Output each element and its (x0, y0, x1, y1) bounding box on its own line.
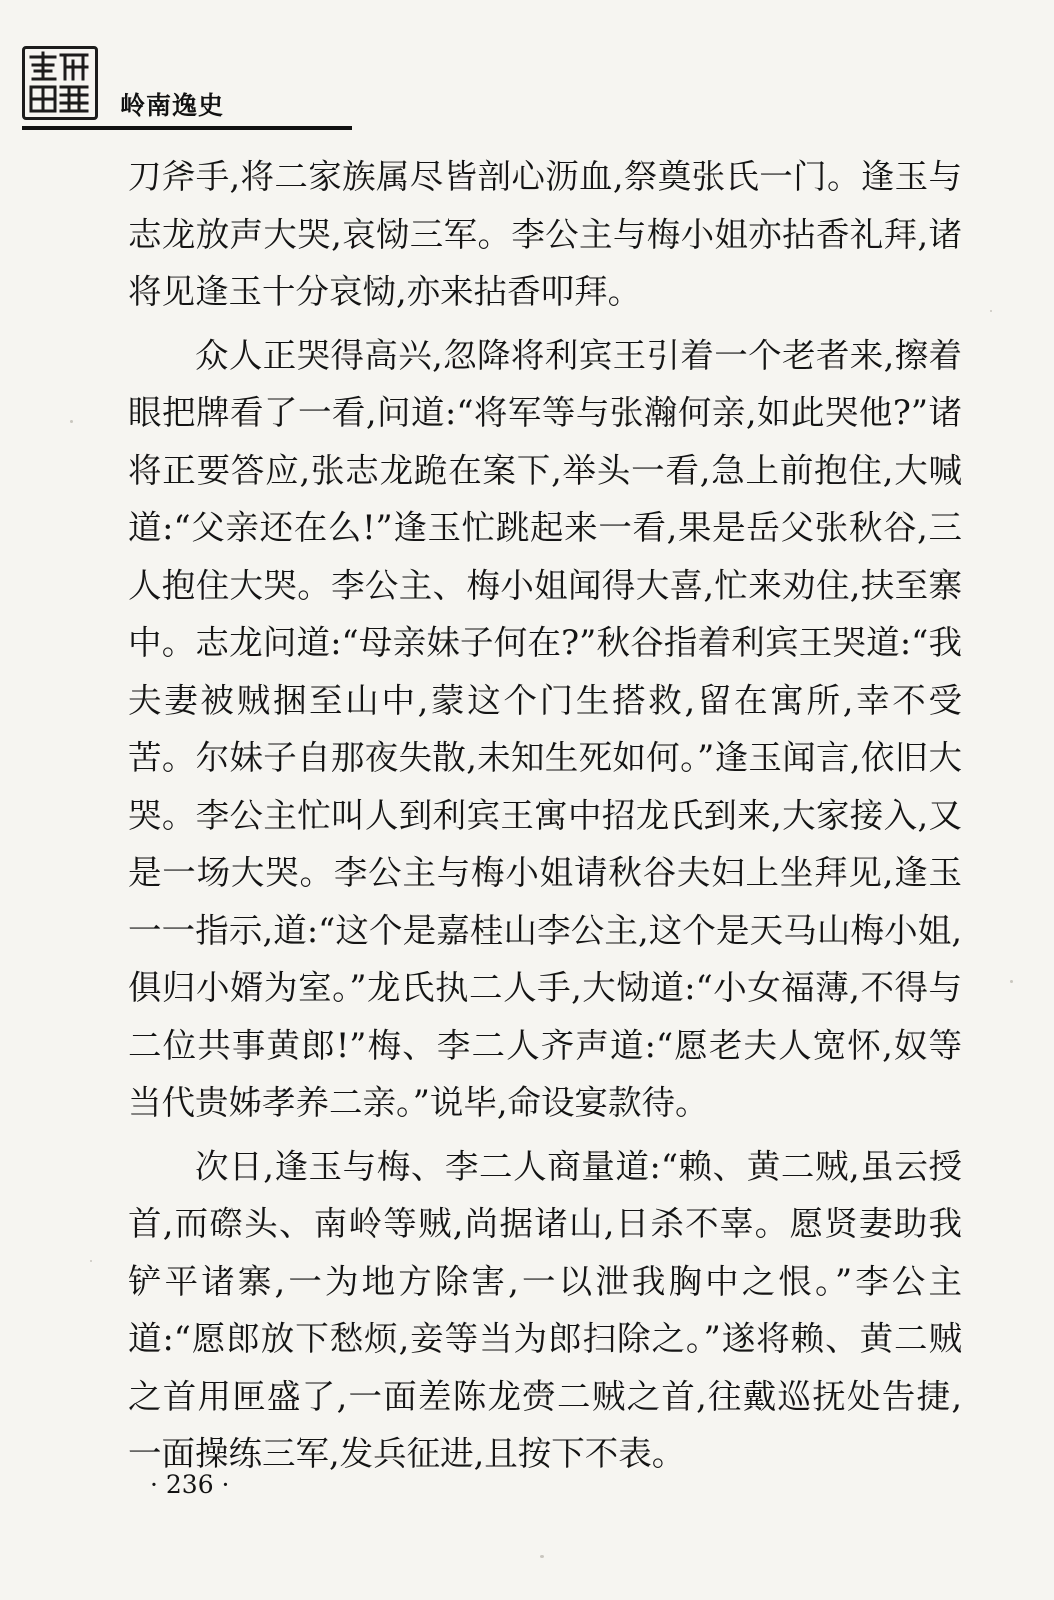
page-number: · 236 · (150, 1470, 230, 1499)
body-text (128, 148, 962, 1489)
seal-glyph-graphic (25, 49, 95, 117)
header-rule (22, 126, 352, 130)
paper-speck (90, 1260, 92, 1262)
paper-speck (990, 310, 992, 312)
paragraph: 众人正哭得高兴,忽降将利宾王引着一个老者来,擦着眼把牌看了一看,问道:“将军等与张瀚何亲,如此哭他?”诸将正要答应,张志龙跪在案下,举头一看,急上前抱住,大喊道:“父亲还在么!”逢玉忙跳起来一看,果是岳父张秋谷,三人抱住大哭。李公主、梅小姐闻得大喜,忙来劝住,扶至寨中。志龙问道:“母亲妹子何在?”秋谷指着利宾王哭道:“我夫妻被贼捆至山中,蒙这个门生搭救,留在寓所,幸不受苦。尔妹子自那夜失散,未知生死如何。”逢玉闻言,依旧大哭。李公主忙叫人到利宾王寓中招龙氏到来,大家接入,又是一场大哭。李公主与梅小姐请秋谷夫妇上坐拜见,逢玉一一指示,道:“这个是嘉桂山李公主,这个是天马山梅小姐,俱归小婿为室。”龙氏执二人手,大恸道:“小女福薄,不得与二位共事黄郎!”梅、李二人齐声道:“愿老夫人宽怀,奴等当代贵姊孝养二亲。”说毕,命设宴款待。 (128, 335, 962, 1122)
paragraph: 次日,逢玉与梅、李二人商量道:“赖、黄二贼,虽云授首,而磜头、南岭等贼,尚据诸山,日杀不辜。愿贤妻助我铲平诸寨,一为地方除害,一以泄我胸中之恨。”李公主道:“愿郎放下愁烦,妾等当为郎扫除之。”遂将赖、黄二贼之首用匣盛了,一面差陈龙赍二贼之首,往戴巡抚处告捷,一面操练三军,发兵征进,且按下不表。 (128, 1146, 962, 1473)
paper-speck (540, 1555, 544, 1558)
seal-logo-icon (22, 46, 98, 120)
series-title: 岭南逸史 (120, 91, 225, 120)
running-header (22, 38, 352, 130)
paper-speck (1010, 980, 1013, 983)
paper-speck (70, 420, 73, 423)
paragraph: 刀斧手,将二家族属尽皆剖心沥血,祭奠张氏一门。逢玉与志龙放声大哭,哀恸三军。李公主与梅小姐亦拈香礼拜,诸将见逢玉十分哀恸,亦来拈香叩拜。 (128, 157, 962, 311)
